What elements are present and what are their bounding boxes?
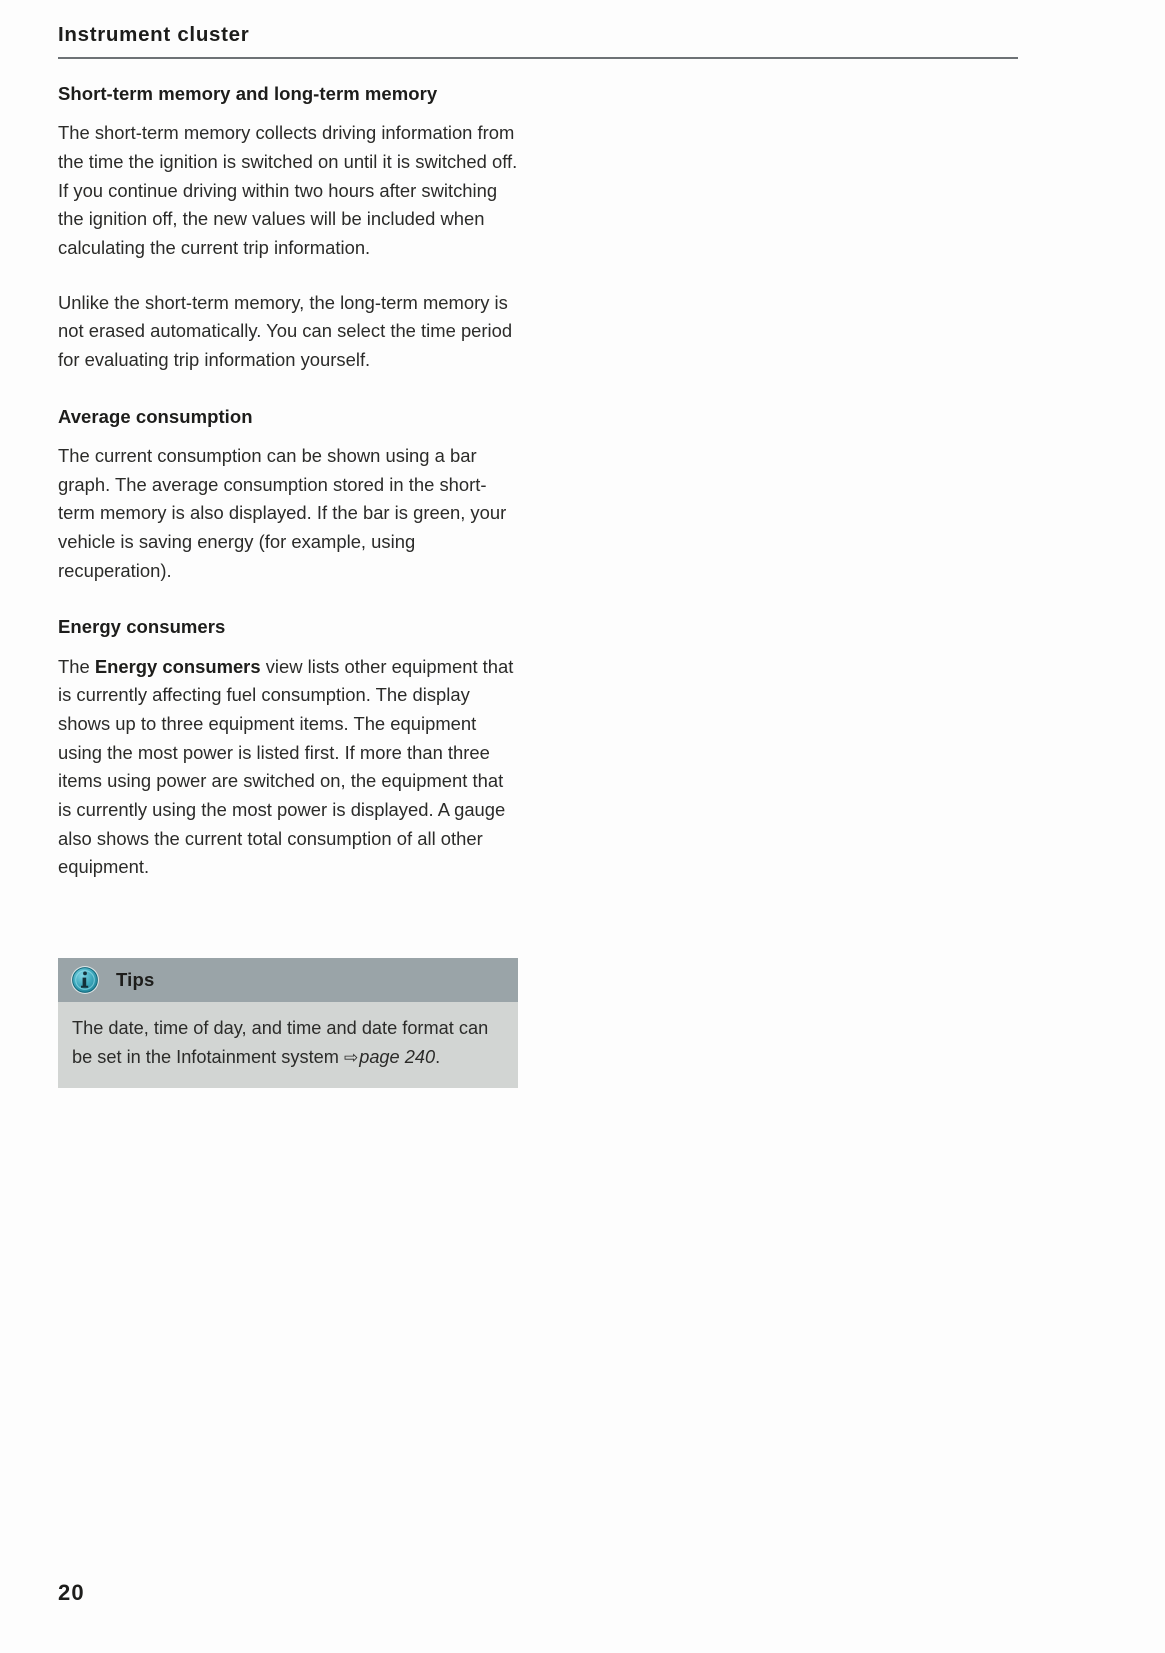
inline-bold-energy-consumers: Energy consumers [94, 655, 261, 677]
paragraph-text-before-bold: The [58, 655, 95, 677]
section-heading-energy-consumers: Energy consumers [58, 616, 226, 638]
page-title: Instrument cluster [58, 23, 250, 46]
paragraph-short-term-memory-2: Unlike the short-term memory, the long-term memory is not erased automatically. You can select the time period for evaluating trip information yourself. [58, 291, 513, 371]
tips-text [72, 1014, 504, 1072]
tips-header-bar [58, 958, 518, 1002]
cross-reference-label: page 240 [359, 1046, 436, 1067]
paragraph-energy-consumers [58, 653, 520, 883]
paragraph-short-term-memory-1: The short-term memory collects driving information from the time the ignition is switched on until it is switched off. If you continue driving within two hours after switching the ignition off, the new values will be included when calculating the current trip information. [58, 122, 518, 258]
tips-label: Tips [116, 969, 155, 990]
arrow-right-icon: ⇨ [343, 1047, 359, 1067]
tips-text-main: The date, time of day, and time and date format can be set in the Infotainment system [72, 1018, 489, 1067]
tips-callout-box [58, 958, 518, 1088]
section-heading-short-term-memory: Short-term memory and long-term memory [58, 83, 438, 104]
header-divider [58, 57, 1018, 59]
tips-text-suffix: . [435, 1046, 441, 1067]
info-icon [70, 965, 100, 995]
tips-body [58, 1002, 518, 1088]
section-heading-average-consumption: Average consumption [58, 405, 253, 427]
main-text-column [58, 82, 520, 882]
paragraph-average-consumption: The current consumption can be shown using a bar graph. The average consumption stored in the short-term memory is also displayed. If the bar is green, your vehicle is saving energy (for example, using recuperation). [58, 444, 507, 581]
paragraph-text-after-bold: view lists other equipment that is currently affecting fuel consumption. The display shows up to three equipment items. The equipment using the most power is listed first. If more than three items using power are switched on, the equipment that is currently using the most power is displayed. A gauge also shows the current total consumption of all other equipment. [58, 655, 514, 878]
cross-reference[interactable] [344, 1047, 435, 1067]
page-number: 20 [58, 1580, 85, 1605]
running-head [58, 24, 1018, 47]
